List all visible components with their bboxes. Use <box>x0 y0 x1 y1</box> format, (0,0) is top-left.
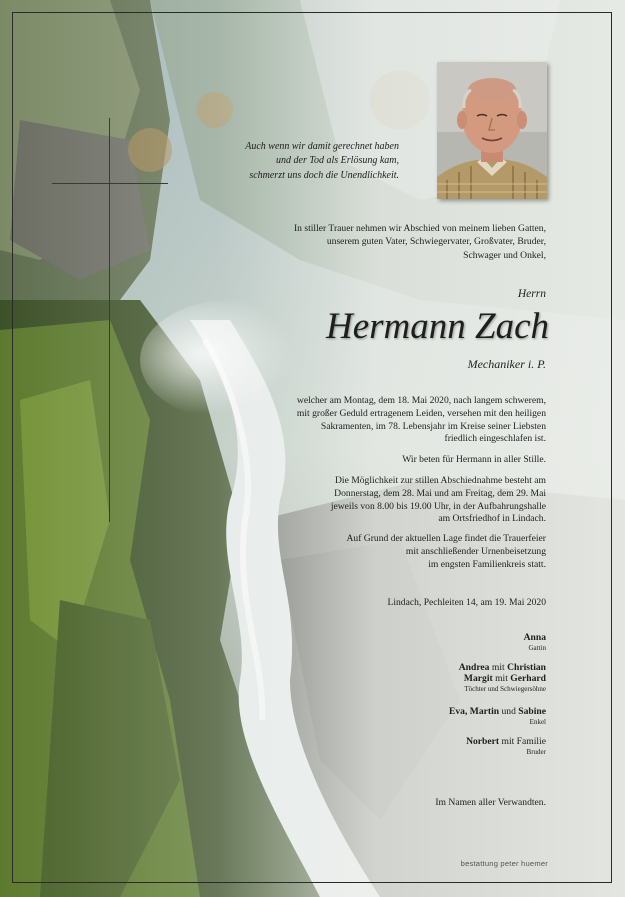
mourner-relation: Gattin <box>528 644 546 652</box>
farewell-line: am Ortsfriedhof in Lindach. <box>438 513 546 525</box>
death-notice-line: Sakramenten, im 78. Lebensjahr im Kreise seiner Liebsten <box>320 420 546 432</box>
funeral-home-brand: bestattung peter huemer <box>460 859 548 868</box>
death-notice-line: welcher am Montag, dem 18. Mai 2020, nach langem schwerem, <box>296 395 546 406</box>
mourner-name: Margit <box>463 673 493 684</box>
mourner-name: Andrea <box>458 662 490 673</box>
ceremony-line: Auf Grund der aktuellen Lage findet die Trauerfeier <box>346 533 546 544</box>
quote-line: und der Tod als Erlösung kam, <box>276 155 399 167</box>
mourner-connector: mit Familie <box>499 736 546 747</box>
mourner-entry <box>360 632 546 653</box>
mourner-name: Christian <box>507 662 546 673</box>
mourner-connector: und <box>499 706 519 717</box>
prayer-line: Wir beten für Hermann in aller Stille. <box>402 454 546 465</box>
portrait-photo <box>437 62 547 199</box>
mourner-relation: Bruder <box>526 748 546 756</box>
mourner-relation: Töchter und Schwiegersöhne <box>464 685 546 693</box>
mourner-names-line <box>360 662 546 673</box>
mourner-name: Sabine <box>518 706 546 717</box>
ceremony-line: im engsten Familienkreis statt. <box>428 558 546 570</box>
cross-horizontal-bar <box>52 183 168 184</box>
intro-text <box>230 222 546 262</box>
mourner-name: Anna <box>523 632 546 643</box>
mourner-names-line <box>360 673 546 684</box>
mourner-entry <box>360 706 546 727</box>
closing-line: Im Namen aller Verwandten. <box>435 797 546 808</box>
salutation: Herrn <box>517 288 546 300</box>
intro-line: In stiller Trauer nehmen wir Abschied von meinem lieben Gatten, <box>293 223 546 234</box>
mourner-name: Norbert <box>466 736 500 747</box>
mourner-relation: Enkel <box>529 718 546 726</box>
ceremony-line: mit anschließender Urnenbeisetzung <box>405 545 546 557</box>
mourner-name: Eva, Martin <box>448 706 500 717</box>
mourner-name: Gerhard <box>510 673 546 684</box>
death-notice-line: mit großer Geduld ertragenem Leiden, versehen mit den heiligen <box>296 407 546 419</box>
cross-vertical-bar <box>109 118 110 522</box>
farewell-info <box>246 475 546 526</box>
mourner-names-line <box>360 706 546 717</box>
intro-line: unserem guten Vater, Schwiegervater, Großvater, Bruder, <box>326 236 546 248</box>
quote-line: schmerzt uns doch die Unendlichkeit. <box>249 169 399 181</box>
mourner-connector: mit <box>492 673 511 684</box>
farewell-line: Die Möglichkeit zur stillen Abschiednahme besteht am <box>334 475 546 486</box>
death-notice-line: friedlich eingeschlafen ist. <box>444 433 546 445</box>
intro-line: Schwager und Onkel, <box>463 249 546 261</box>
death-notice <box>236 395 546 446</box>
place-and-date: Lindach, Pechleiten 14, am 19. Mai 2020 <box>387 597 546 608</box>
memorial-quote <box>160 140 399 183</box>
farewell-line: jeweils von 8.00 bis 19.00 Uhr, in der Aufbahrungshalle <box>330 500 546 512</box>
mourner-connector: mit <box>489 662 508 673</box>
mourner-entry <box>360 736 546 757</box>
farewell-line: Donnerstag, dem 28. Mai und am Freitag, dem 29. Mai <box>334 487 546 499</box>
quote-line: Auch wenn wir damit gerechnet haben <box>245 141 399 152</box>
deceased-name: Hermann Zach <box>325 306 549 347</box>
ceremony-info <box>276 533 546 571</box>
mourner-names-line <box>360 736 546 747</box>
occupation: Mechaniker i. P. <box>467 357 546 371</box>
mourner-entry <box>360 662 546 694</box>
